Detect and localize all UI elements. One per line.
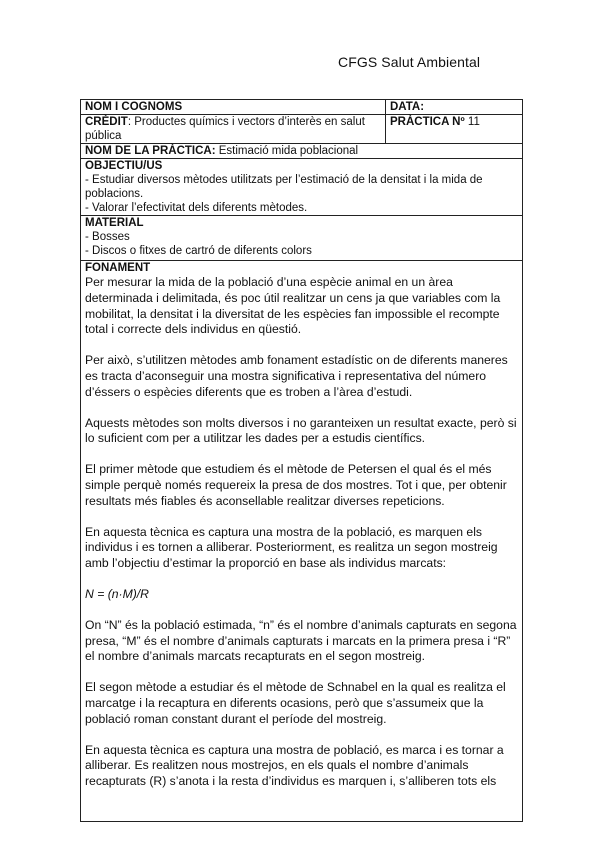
- practice-name-row: [81, 144, 523, 159]
- document-header-title: CFGS Salut Ambiental: [338, 54, 481, 70]
- objectiu-title: OBJECTIU/US: [85, 160, 163, 172]
- name-cell: [81, 100, 386, 115]
- material-item: - Discos o fitxes de cartró de diferents colors: [85, 245, 312, 257]
- fonament-title: FONAMENT: [85, 262, 151, 274]
- material-cell: [81, 216, 523, 261]
- name-label: NOM I COGNOMS: [85, 101, 183, 113]
- fonament-paragraph: On “N” és la població estimada, “n” és el nombre d’animals capturats en segona presa, “M” és el nombre d’animals capturats i marcats en la primera presa i “R” el nombre d’animals marcats recapturats en el segon mostreig.: [85, 617, 517, 664]
- practice-form-table: [80, 99, 523, 822]
- credit-value: : Productes químics i vectors d’interès en salut pública: [85, 116, 365, 142]
- practice-number-value: 11: [467, 116, 480, 128]
- practice-number-cell: [386, 115, 523, 144]
- practice-name-value: Estimació mida poblacional: [218, 145, 359, 157]
- fonament-row: [81, 261, 523, 822]
- fonament-paragraph: En aquesta tècnica es captura una mostra de la població, es marquen els individus i es tornen a alliberar. Posteriorment, es realitza un segon mostreig amb l’objectiu d’estimar la proporció en base als individus marcats:: [85, 524, 498, 571]
- material-item: - Bosses: [85, 231, 130, 243]
- fonament-paragraph: Per això, s’utilitzen mètodes amb fonament estadístic on de diferents maneres es tracta d’aconseguir una mostra significativa i representativa del número d’éssers o espècies diferents que es troben a l’àrea d’estudi.: [85, 353, 508, 399]
- material-title: MATERIAL: [85, 217, 144, 229]
- objectiu-cell: [81, 159, 523, 216]
- fonament-paragraph: Aquests mètodes son molts diversos i no garanteixen un resultat exacte, però si lo suficient com per a utilitzar les dades per a estudis científics.: [85, 415, 517, 446]
- objectiu-item: - Valorar l’efectivitat dels diferents mètodes.: [85, 202, 308, 214]
- fonament-paragraph: En aquesta tècnica es captura una mostra de població, es marca i es tornar a alliberar. Es realitzen nous mostrejos, en els quals el nombre d’animals recapturats (R) s’anota i la resta d’individus es marquen i, s’alliberen tots els: [85, 742, 504, 789]
- date-label: DATA:: [390, 101, 425, 113]
- fonament-paragraph: El segon mètode a estudiar és el mètode de Schnabel en la qual es realitza el marcatge i la recaptura en diferents ocasions, però que s’assumeix que la població roman constant durant el període del mostreig.: [85, 680, 506, 726]
- material-row: [81, 216, 523, 261]
- date-cell: [386, 100, 523, 115]
- credit-row: [81, 115, 523, 144]
- credit-label: CRÈDIT: [85, 116, 128, 128]
- objectiu-item: - Estudiar diversos mètodes utilitzats per l’estimació de la densitat i la mida de poblacions.: [85, 174, 483, 200]
- petersen-formula: N = (n·M)/R: [85, 586, 149, 601]
- practice-number-label: PRÀCTICA Nº: [390, 116, 465, 128]
- credit-cell: [81, 115, 386, 144]
- fonament-paragraph: El primer mètode que estudiem és el mètode de Petersen el qual és el més simple perquè només requereix la presa de dos mostres. Tot i que, per obtenir resultats més fiables és aconsellable realitzar diverses repeticions.: [85, 462, 507, 508]
- practice-sheet: [80, 99, 522, 822]
- name-row: [81, 100, 523, 115]
- practice-name-cell: [81, 144, 523, 159]
- fonament-cell: [81, 261, 523, 822]
- fonament-paragraph: Per mesurar la mida de la població d’una espècie animal en un àrea determinada i delimitada, és poc útil realitzar un cens ja que variables com la mobilitat, la densitat i la diversitat de les espècies fan impossible el recompte total i correcte dels individus en qüestió.: [85, 275, 501, 337]
- practice-name-label: NOM DE LA PRÀCTICA:: [85, 145, 216, 157]
- objectiu-row: [81, 159, 523, 216]
